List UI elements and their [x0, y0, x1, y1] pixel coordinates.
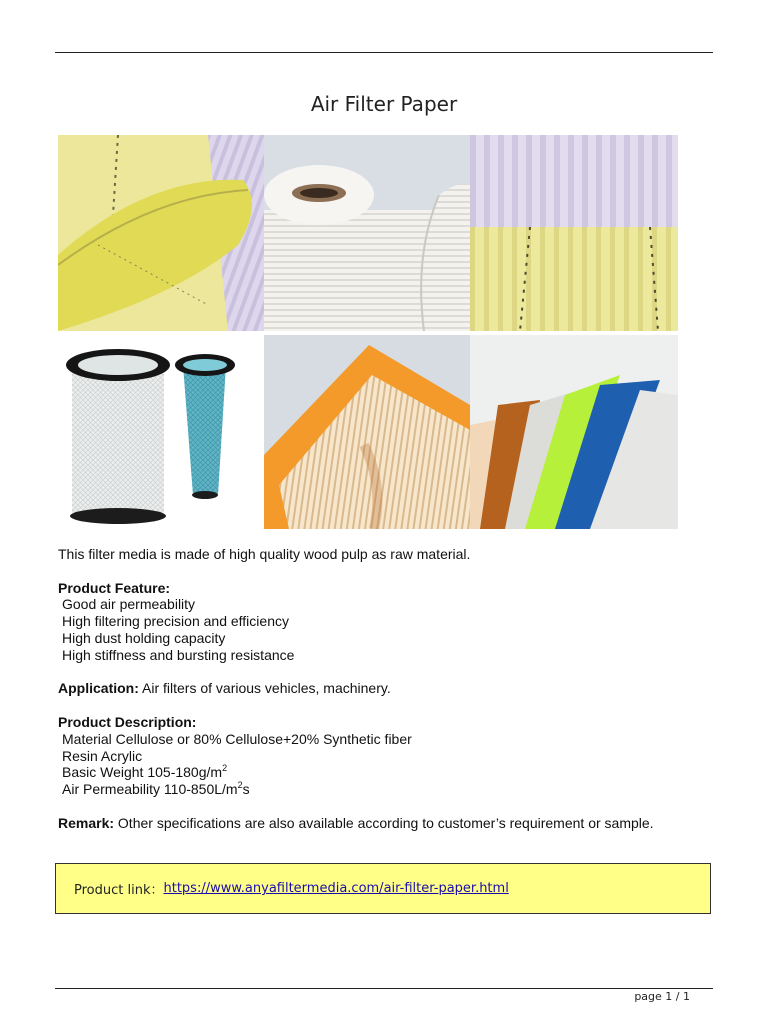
- permeability-unit-suffix: s: [242, 781, 250, 798]
- feature-item: High filtering precision and efficiency: [62, 613, 289, 630]
- white-filter-paper-roll-image: [264, 135, 470, 331]
- remark-text: Other specifications are also available according to customer’s requirement or sample.: [114, 814, 654, 831]
- resin-line: Resin Acrylic: [62, 747, 143, 764]
- feature-item: High stiffness and bursting resistance: [62, 646, 295, 663]
- permeability-line: [58, 781, 718, 798]
- product-image-grid: [58, 135, 678, 529]
- remark-label: Remark:: [58, 814, 115, 831]
- bottom-rule: [55, 988, 713, 989]
- feature-heading: Product Feature:: [58, 579, 171, 596]
- permeability-superscript: 2: [237, 780, 243, 791]
- feature-item: Good air permeability: [62, 596, 196, 613]
- product-link[interactable]: https://www.anyafiltermedia.com/air-filter-paper.html: [163, 881, 509, 896]
- product-details: [58, 546, 718, 832]
- yellow-filter-paper-roll-image: [58, 135, 264, 331]
- feature-item: High dust holding capacity: [62, 629, 226, 646]
- weight-superscript: 2: [222, 763, 228, 774]
- weight-line: [58, 764, 718, 781]
- remark-line: [58, 815, 718, 832]
- application-line: [58, 680, 718, 697]
- page-number: page 1 / 1: [634, 990, 690, 1003]
- cylindrical-air-filters-image: [58, 335, 264, 529]
- product-link-box: [55, 863, 711, 914]
- colored-filter-paper-samples-image: [470, 335, 678, 529]
- material-line: Material Cellulose or 80% Cellulose+20% Synthetic fiber: [62, 730, 412, 747]
- application-label: Application:: [58, 680, 139, 697]
- application-text: Air filters of various vehicles, machinery.: [138, 680, 391, 697]
- orange-panel-filter-image: [264, 335, 470, 529]
- pleated-yellow-paper-image: [470, 135, 678, 331]
- intro-text: This filter media is made of high quality wood pulp as raw material.: [58, 546, 471, 562]
- page-title: Air Filter Paper: [310, 92, 458, 116]
- top-rule: [55, 52, 713, 53]
- description-heading: Product Description:: [58, 713, 197, 730]
- permeability-text: Air Permeability 110-850L/m: [62, 781, 238, 798]
- weight-text: Basic Weight 105-180g/m: [62, 764, 223, 781]
- product-link-label: Product link：: [74, 883, 164, 898]
